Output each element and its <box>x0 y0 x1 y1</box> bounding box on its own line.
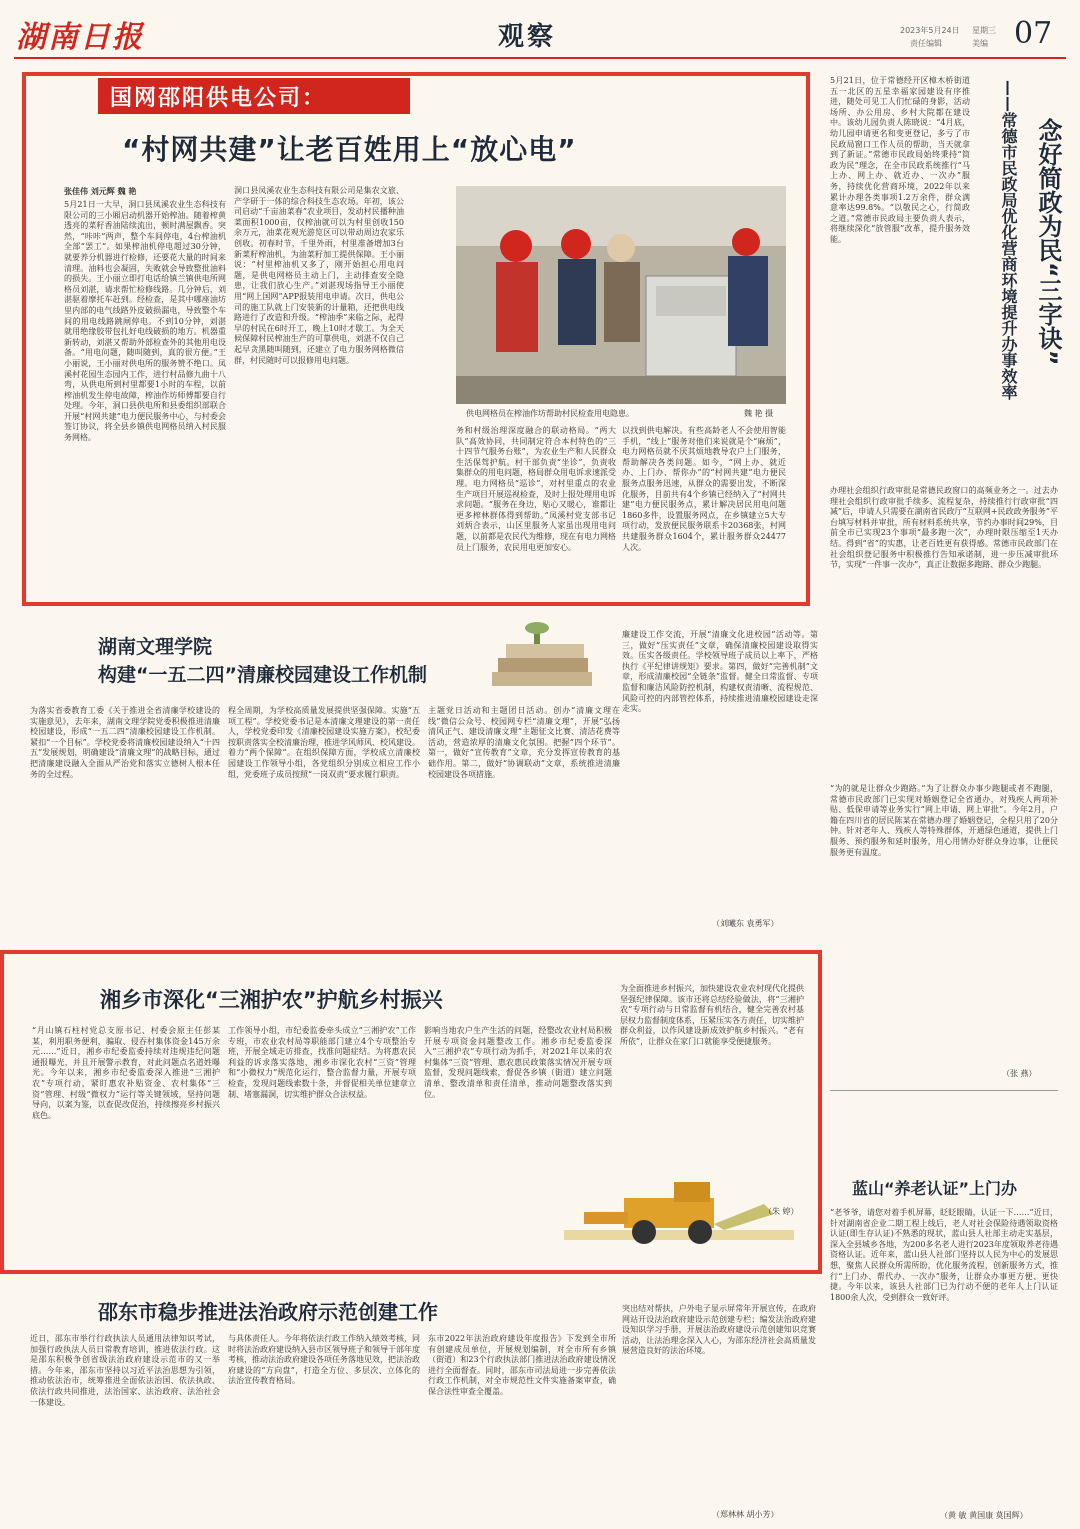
story4-col3: 东市2022年法治政府建设年度报告》下发到全市所有创建成员单位，开展规划编制，对全市所有乡镇（街道）和23个行政执法部门推进法治政府建设情况进行全面督查。同时，邵东市司法局进一步完善依法行政工作机制，对全市规范性文件实施备案审查，确保合法性审查全覆盖。 <box>428 1334 616 1396</box>
story2-col1: 为落实省委教育工委《关于推进全省清廉学校建设的实施意见》，去年来，湖南文理学院党委积极推进清廉校园建设，形成“一五二四”清廉校园建设工作机制。紧扣“一个目标”。学校党委将清廉校园建设纳入“十四五”发展规划，明确建设“清廉文理”的战略目标，通过把清廉建设融入全面从严治党和落实立德树人根本任务的全过程。 <box>30 706 220 779</box>
story2-headline: 构建“一五二四”清廉校园建设工作机制 <box>98 664 427 686</box>
story1-photo-credit: 魏 艳 摄 <box>744 409 774 418</box>
story4-headline: 邵东市稳步推进法治政府示范创建工作 <box>98 1300 438 1324</box>
story3-col4: 为全面推进乡村振兴，加快建设农业农村现代化提供坚强纪律保障。该市还将总结经验做法，将“三湘护农”专项行动与日常监督有机结合，健全完善农村基层权力监督制度体系，压紧压实各方责任，切实维护群众利益，以作风建设新成效护航乡村振兴。“老有所依”，让群众在家门口就能享受便捷服务。 <box>620 984 804 1046</box>
masthead <box>0 0 1080 60</box>
harvester-icon <box>564 1174 794 1256</box>
story6-byline: （黄 敏 黄国康 莫国辉） <box>940 1511 1028 1520</box>
story4-col1: 近日，邵东市举行行政执法人员通用法律知识考试，加强行政执法人员日常教育培训，推进依法行政。这是邵东积极争创省级法治政府建设示范市的又一举措。今年来，邵东市坚持以习近平法治思想为引领，推动依法治市，统筹推进全面依法治国、依法执政、依法行政共同推进，法治国家、法治政府、法治社会一体建设。 <box>30 1334 220 1407</box>
story5-subtitle: ——常德市民政局优化营商环境提升办事效率 <box>999 80 1018 400</box>
story2-kicker: 湖南文理学院 <box>98 636 213 658</box>
story4-col2: 与具体责任人。今年将依法行政工作纳入绩效考核，同时将法治政府建设纳入县市区领导班子和领导干部年度考核，推动法治政府建设各项任务落地见效，把法治政府建设的“方向盘”，打造全方位、多层次、立体化的法治宣传教育格局。 <box>228 1334 420 1386</box>
story3-frame <box>0 950 822 1274</box>
story2-col4: 廉建设工作交流，开展“清廉文化进校园”活动等。第三，做好“压实责任”文章，确保清廉校园建设取得实效。压实各级责任。学校领导班子成员以上率下，严格执行《平纪律讲规矩》要求。第四，做好“完善机制”文章，形成清廉校园“全链条”监督。健全日常监督、专项监督和廉洁风险防控机制，构建权责清晰、流程规范、风险可控的内部管控体系，持续推进清廉校园建设走深走实。 <box>622 630 818 714</box>
editor-label: 责任编辑 <box>910 39 942 48</box>
story1-byline: 张佳伟 刘元辉 魏 艳 <box>64 187 137 196</box>
books-icon <box>462 620 622 710</box>
story2-byline: （刘曦东 袁勇军） <box>712 919 779 928</box>
story3-headline: 湘乡市深化“三湘护农”护航乡村振兴 <box>100 988 443 1012</box>
story1-col1: 5月21日一大早，洞口县凤溪农业生态科技有限公司的三小厢启动机器开始榨油。随着榨黄透亮的菜籽香油陆续流出，顿时满屋飘香。突然，“咔咔”两声，整个车间停电，4台榨油机全部“罢工”。如果榨油机停电超过30分钟，就要养分机器进行检修，还要花大量的时间来清理。油料也会凝固，失败就会导致整批油料的损失。王小丽立即打电话给镇兰镇供电所网格员刘湛，请求帮忙检修线路。几分钟后，刘湛驱着摩托车赶到。经检查，是其中哪座油坊里内部的电气线路外皮破损漏电，导致整个车间的用电线路跳闸停电。不到10分钟，刘湛就用绝缘胶带包扎好电线破损的地方。机器重新转动，刘湛又帮助外部检查外的其他用电设备。“用电问题，随叫随到，真的很方便。”王小丽说，王小丽对供电所的服务赞不绝口。凤溪村花园生态园内工作，进行村品修九曲十八弯，从供电所到村里都要1小时的车程，以前榨油机发生停电故障，榨油作坊师傅都要自行处理。今年，洞口县供电所和县委组织部联合开展“村网共建”电力便民服务中心，与村委会签订协议，将全县乡镇供电网格员纳入村民服务网格。 <box>64 200 226 443</box>
page-number: 07 <box>1014 16 1053 51</box>
story4 <box>22 1284 822 1524</box>
proof-label: 美编 <box>972 39 988 48</box>
story5-col2: 办理社会组织行政审批是常德民政窗口的高频业务之一。过去办理社会组织行政审批手续多、流程复杂，持续推行行政审批“四减”后，申请人只需要在湖南省民政厅“互联网+民政政务服务”平台填写材料并审批，所有材料系统共享，节约办事时间29%，目前全市已实现23个事项“最多跑一次”，办理时限压缩至1天办结。得到“省”的实惠，让老百姓更有获得感。常德市民政部门在社会组织登记服务中积极推行告知承诺制，进一步压减审批环节，实现“一件事一次办”，真正让数据多跑路、群众少跑腿。 <box>830 486 1058 570</box>
story3-byline: （朱 婷） <box>764 1207 799 1216</box>
harvester-illustration <box>564 1174 794 1256</box>
story1-photo-caption: 供电网格员在榨油作坊帮助村民检查用电隐患。 <box>466 409 634 418</box>
story4-byline: （郑林林 胡小芳） <box>712 1510 779 1519</box>
books-illustration <box>462 620 622 710</box>
story3-col3: 影响当地农户生产生活的问题，经整改农业村局积极开展专项资金问题整改工作。湘乡市纪委监委深入“三湘护农”专项行动为抓手，对2021年以来的农村集体“三资”管理、惠农惠民政策落实情况开展专项监督，发现问题线索，督促各乡镇（街道）建立问题清单、整改清单和责任清单，推动问题整改落实到位。 <box>424 1026 612 1099</box>
story1-photo <box>456 186 786 404</box>
story6-headline: 蓝山“养老认证”上门办 <box>852 1179 1018 1198</box>
story1-col4: 以找到供电解决。有些高龄老人不会使用智能手机，“线上”服务对他们来说就是个“麻烦”，电力网格员就不厌其烦地教导农户上门服务，帮助解决各类问题。如今，“网上办、就近办、上门办、帮你办”的“村网共建”电力便民服务点服务迅速，从群众的需要出发，不断深化服务，目前共有4个乡镇已经纳入了“村网共建”电力便民服务点，累计解决居民用电问题1860多件，设置服务网点，在乡镇建立5大专项行动，发放便民服务联系卡20368张，村网共建服务群众1604个，累计服务群众24477人次。 <box>622 426 786 552</box>
story6-rule <box>830 1090 1058 1091</box>
masthead-rule <box>14 57 1066 59</box>
story2-col2: 程全周期，为学校高质量发展提供坚强保障。实施“五项工程”。学校党委书记是本清廉文理建设的第一责任人，学校党委印发《清廉校园建设实施方案》，校纪委按职责落实全校清廉治理，推进学风师风、校风建设。着力“两个保障”。在组织保障方面，学校成立清廉校园建设工作领导小组，各党组织分别成立相应工作小组，党委班子成员按照“一岗双责”要求履行职责。 <box>228 706 420 779</box>
newspaper-logo: 湖南日报 <box>16 20 144 55</box>
story1-kicker: 国网邵阳供电公司： <box>110 86 327 111</box>
issue-date: 2023年5月24日 <box>900 26 960 35</box>
story4-col4: 突出结对帮扶，户外电子显示屏常年开展宣传，在政府网站开设法治政府建设示范创建专栏；编发法治政府建设知识学习手册，开展法治政府建设示范创建知识竞赛活动，让法治理念深入人心，为邵东经济社会高质量发展营造良好的法治环境。 <box>622 1304 816 1356</box>
story5-col3: “为的就是让群众少跑路。”为了让群众办事少跑腿或者不跑腿，常德市民政部门已实现对婚姻登记全省通办，对残疾人两项补贴、低保申请等业务实行“网上申请、网上审批”。今年2月，户籍在四川省的居民陈某在常德办理了婚姻登记，全程只用了20分钟。针对老年人、残疾人等特殊群体，开通绿色通道，提供上门服务、预约服务和延时服务，用心用情办好群众身边事，让便民服务更有温度。 <box>830 784 1058 857</box>
workers-at-oil-press-image <box>456 186 786 404</box>
story3-col2: 工作领导小组，市纪委监委牵头成立“三湘护农”工作专班，市农业农村局等职能部门建立4个专项整治专班，开展全域走访排查，找准问题症结。为将惠农民利益的诉求落实落地，湘乡市深化农村“三资”管理和“小微权力”规范化运行，整合监督力量，开展专项检查，发现问题线索数十条，并督促相关单位建章立制、堵塞漏洞，切实维护群众合法权益。 <box>228 1026 416 1099</box>
issue-weekday: 星期三 <box>972 26 996 35</box>
story2-col3: 主题党日活动和主题团日活动。创办“清廉文理在线”微信公众号、校园网专栏“清廉文理”，开展“弘扬清风正气、建设清廉文理”主题征文比赛、清洁花费等活动，营造浓厚的清廉文化氛围。把握“四个环节”。第一，做好“宣传教育”文章，充分发挥宣传教育的基础作用。第二，做好“协调联动”文章，系统推进清廉校园建设各项措施。 <box>428 706 620 779</box>
story3-col1: “月山镇石柱村党总支原书记、村委会原主任彭某某，利用职务便利，骗取、侵吞村集体资金145万余元……”近日，湘乡市纪委监委持续对违规违纪问题通报曝光，并且开展警示教育，对此问题点名道姓曝光。今年以来，湘乡市纪委监委深入推进“三湘护农”专项行动，紧盯惠农补贴资金、农村集体“三资”管理、村级“微权力”运行等关键领域，坚持问题导向，以案为鉴，以查促改促治，持续擦亮乡村振兴底色。 <box>32 1026 220 1120</box>
story1-col3: 务和村级治理深度融合的联动格局。“两大队”高效协同，共同制定符合本村特色的“三十四节气服务台账”，为农业生产和人民群众生活保驾护航。村干部负责“坐诊”，负责收集群众的用电问题，格局群众用电诉求速派受理。电力网格员“巡诊”，对村里重点的农业生产项目开展巡视检查，及时上报处理用电诉求问题。“服务在身边，贴心又暖心，谁都让更多榨林群体得到帮助。”凤溪村党支部书记刘炳合表示，山区里服务人家虽出现用电问题，以前都是农民代为维修，现在有电力网格员上门服务，农民用电更加安心。 <box>456 426 616 552</box>
story5-byline: （张 燕） <box>1002 1069 1037 1078</box>
story5-col1: 5月21日，位于常德经开区樟木桥街道五一北区的五星幸福家园建设有序推进，随处可见工人们忙碌的身影，活动场所、办公用房、乡村大院都在建设中。该幼儿园负责人陈晓说：“4月底，幼儿园申请更名和变更登记，多亏了市民政局窗口工作人员的帮助，当天就拿到了新证。”常德市民政局始终秉持“简政为民”理念，在全市民政系统推行“马上办、网上办、就近办、一次办”服务，持续优化营商环境，2022年以来累计办理各类事项1.2万余件，群众满意率达99.8%。“以敬民之心，行简政之道。”常德市民政局主要负责人表示，将继续深化“放管服”改革，提升服务效能。 <box>830 76 970 244</box>
story6-col1: “老爷爷，请您对着手机屏幕，眨眨眼睛，认证一下……”近日，针对湖南省企业二期工程上线后，老人对社会保险待遇领取资格认证(即生存认证)不熟悉的现状，蓝山县人社部主动走实基层，深入全县城乡各地，为200多名老人进行2023年度领取养老待遇资格认证。近年来，蓝山县人社部门坚持以人民为中心的发展思想，聚焦人民群众所需所盼，优化服务流程，创新服务方式，推行“上门办、帮代办、一次办”服务，让群众办事更方便、更快捷。今年以来，该县人社部门已为行动不便的老年人上门认证1800余人次，受到群众一致好评。 <box>830 1208 1058 1302</box>
story1-headline: “村网共建”让老百姓用上“放心电” <box>122 133 577 166</box>
story5 <box>830 70 1070 1080</box>
story2 <box>22 620 822 940</box>
section-title: 观察 <box>498 22 557 52</box>
story5-headline: 念好简政为民“三字诀” <box>1034 118 1062 366</box>
story6 <box>830 1090 1070 1524</box>
story1-col2: 洞口县凤溪农业生态科技有限公司是集农文旅、产学研于一体的综合科技生态农场。年初，该公司启动“千亩油菜春”农业项目，发动村民播种油菜面积1000亩，仅榨油就可以为村里创收150余万元，油菜花观光游览区可以带动周边农家乐创收。初春时节，千里外雨，村里准备增加3台新菜籽榨油机，为油菜籽加工提供保障。王小丽说：“村里榨油机又多了，刚开始担心用电问题，是供电网格员主动上门，主动排查安全隐患，让我们放心生产。”刘湛现场指导王小丽使用“网上国网”APP报装用电申请。次日，供电公司的施工队就上门安装新的计量箱，还把供电线路进行了改造和升级。“榨油季”来临之际，起得早的村民在6时开工，晚上10时才歇工。为全天候保障村民榨油生产的可靠供电，刘湛不仅自己起早贪黑随叫随到，还建立了电力服务网格微信群，村民随时可以报修用电问题。 <box>234 186 404 365</box>
story1-frame <box>22 72 810 606</box>
